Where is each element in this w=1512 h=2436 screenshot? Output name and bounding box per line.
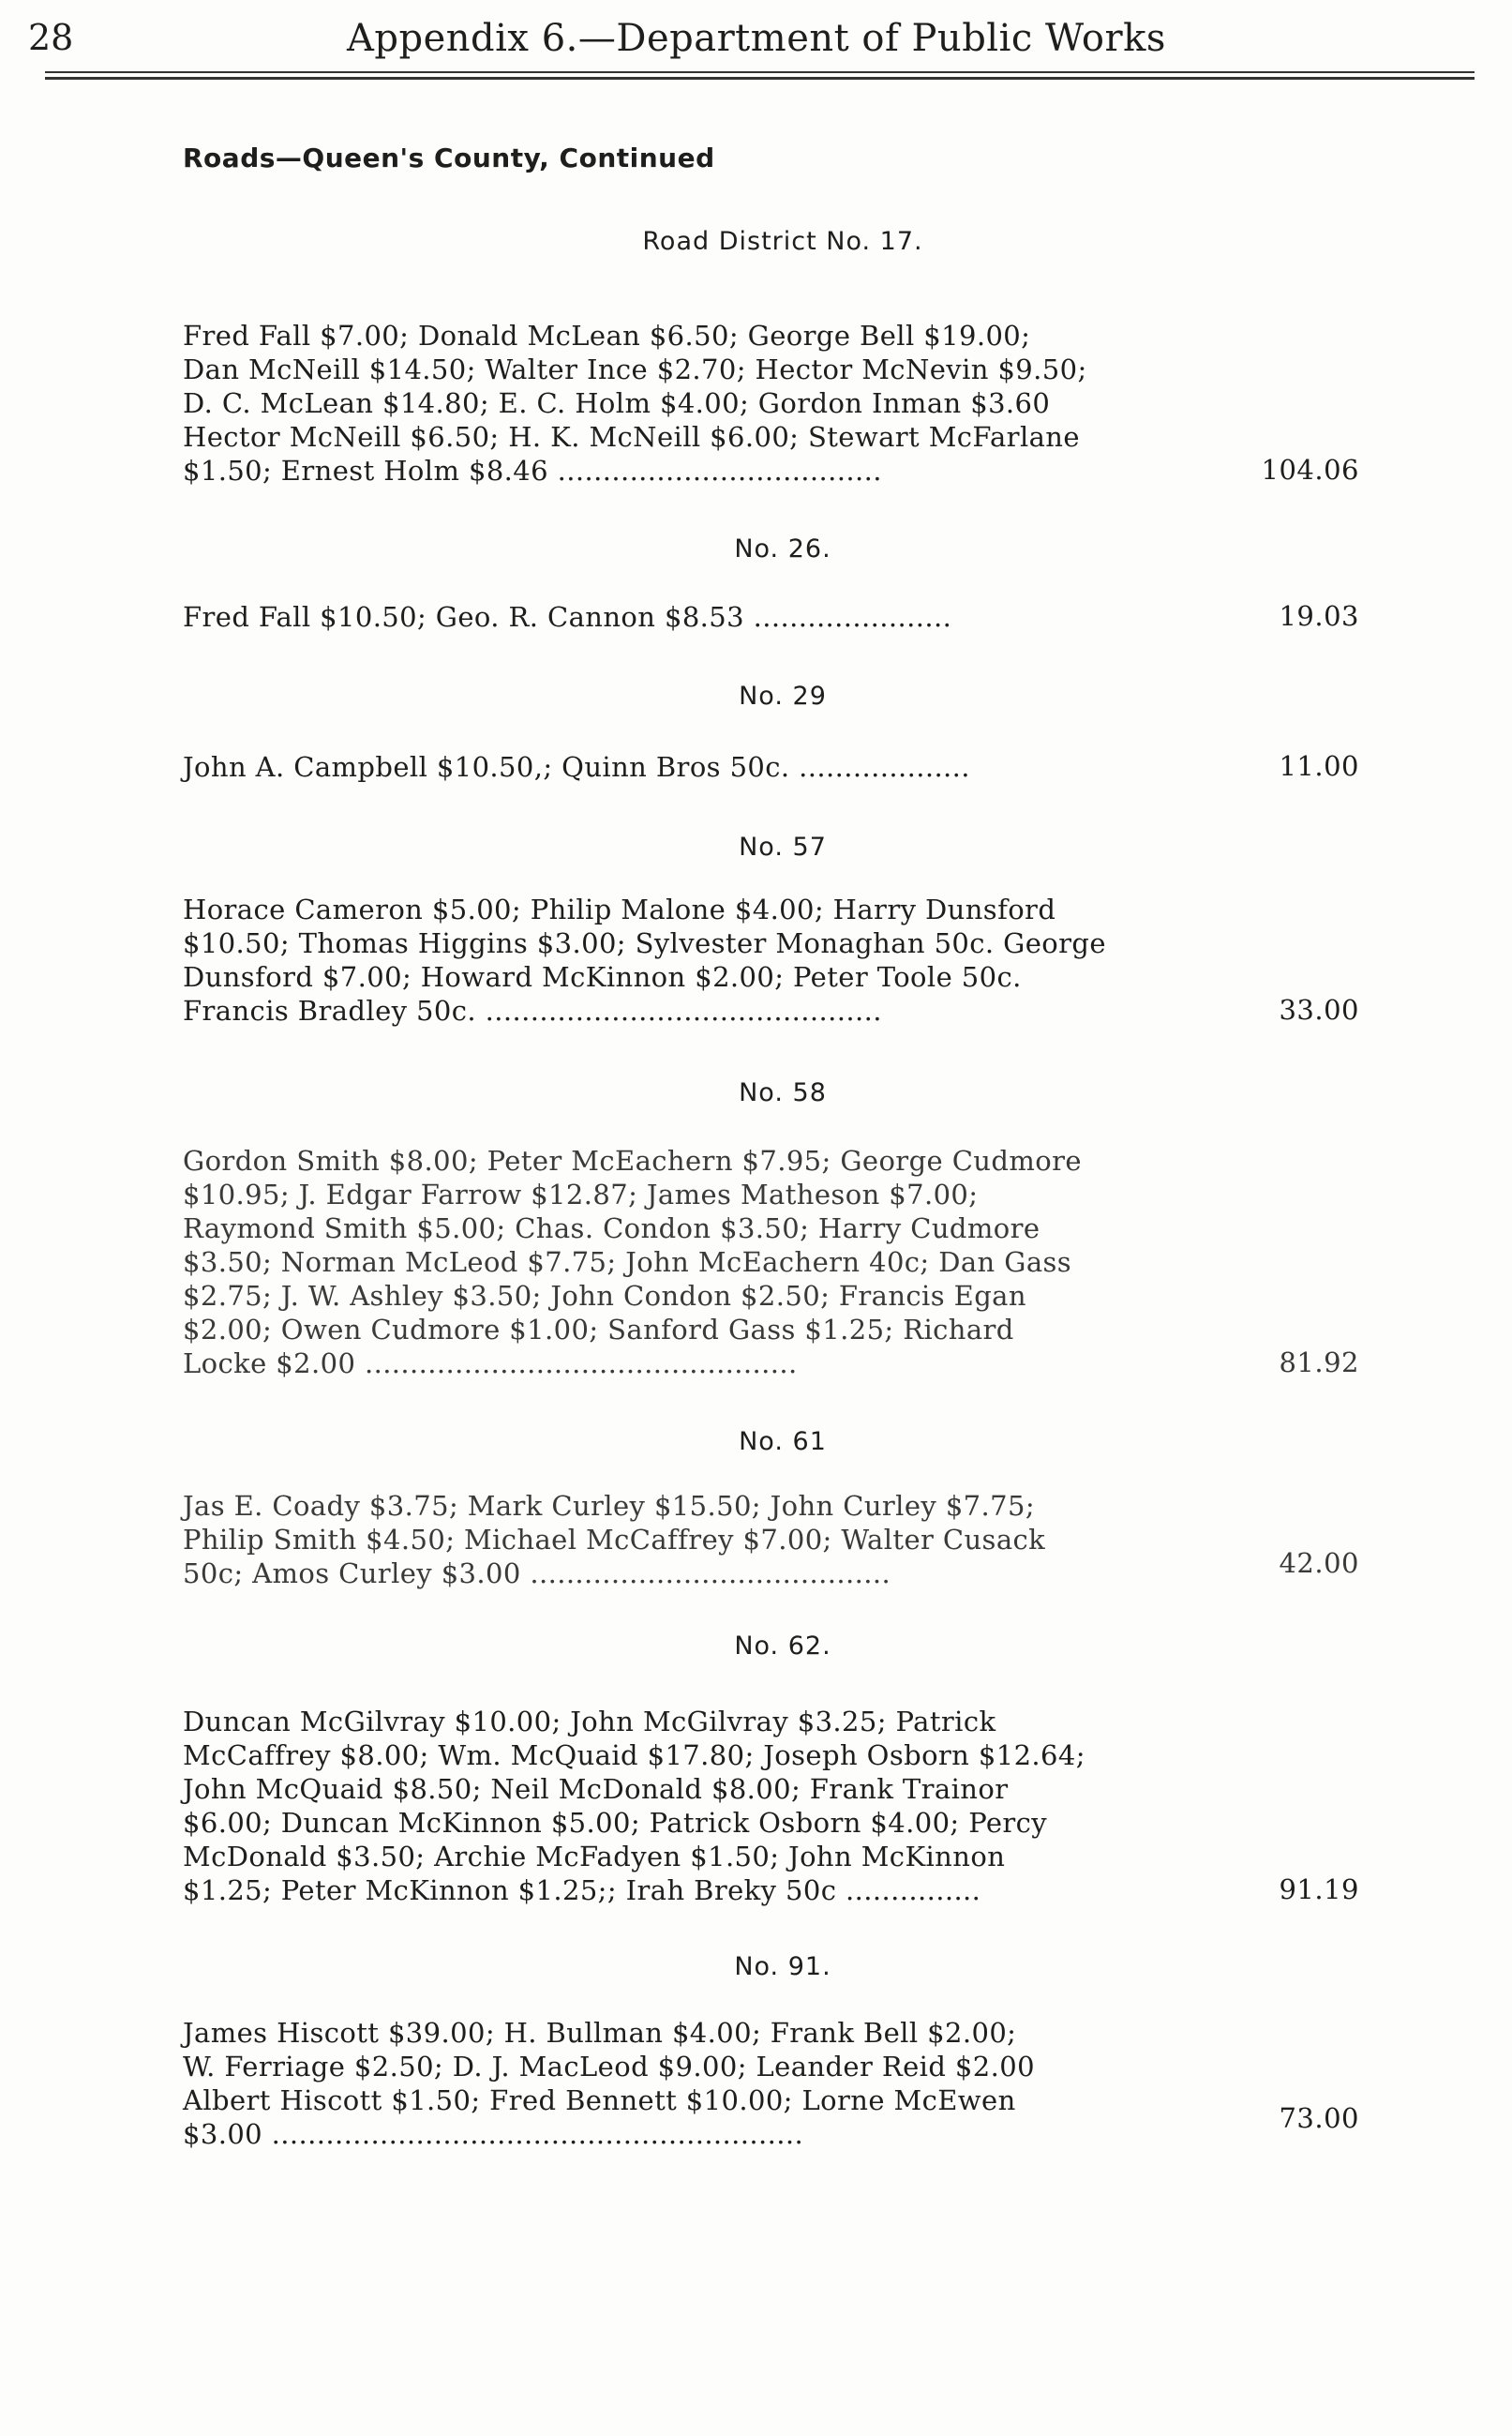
running-head: Appendix 6.—Department of Public Works — [347, 17, 1166, 60]
entry-line: McCaffrey $8.00; Wm. McQuaid $17.80; Joseph Osborn $12.64; — [183, 1739, 1085, 1771]
district-entry — [183, 319, 1195, 488]
district-entry — [183, 1705, 1195, 1907]
entry-line: Fred Fall $10.50; Geo. R. Cannon $8.53 ...................... — [183, 601, 952, 633]
district-entry — [183, 2016, 1195, 2151]
district-entry — [183, 750, 1195, 784]
entry-line: $10.95; J. Edgar Farrow $12.87; James Matheson $7.00; — [183, 1179, 979, 1210]
entry-line: D. C. McLean $14.80; E. C. Holm $4.00; Gordon Inman $3.60 — [183, 387, 1051, 419]
header-rule-double — [45, 77, 1475, 80]
district-heading: No. 58 — [739, 1078, 827, 1107]
district-heading: Road District No. 17. — [642, 227, 923, 256]
page-number: 28 — [28, 17, 74, 58]
district-heading: No. 61 — [739, 1427, 827, 1456]
district-total: 19.03 — [1279, 600, 1359, 632]
entry-line: Jas E. Coady $3.75; Mark Curley $15.50; John Curley $7.75; — [183, 1490, 1036, 1522]
entry-line: Horace Cameron $5.00; Philip Malone $4.00; Harry Dunsford — [183, 894, 1056, 925]
entry-line: James Hiscott $39.00; H. Bullman $4.00; Frank Bell $2.00; — [183, 2017, 1017, 2049]
district-entry — [183, 893, 1195, 1028]
district-entry — [183, 1489, 1195, 1590]
entry-line: Francis Bradley 50c. ............................................ — [183, 995, 882, 1027]
entry-line: $6.00; Duncan McKinnon $5.00; Patrick Osborn $4.00; Percy — [183, 1807, 1048, 1839]
district-total: 11.00 — [1279, 750, 1359, 782]
district-entry — [183, 1144, 1195, 1380]
entry-line: John A. Campbell $10.50,; Quinn Bros 50c. ................... — [183, 751, 970, 783]
entry-line: $1.50; Ernest Holm $8.46 .................................... — [183, 455, 882, 487]
district-total: 91.19 — [1279, 1873, 1359, 1905]
entry-line: 50c; Amos Curley $3.00 ........................................ — [183, 1557, 891, 1589]
section-heading: Roads—Queen's County, Continued — [183, 143, 715, 173]
entry-line: Albert Hiscott $1.50; Fred Bennett $10.00; Lorne McEwen — [183, 2084, 1016, 2116]
entry-line: Philip Smith $4.50; Michael McCaffrey $7.00; Walter Cusack — [183, 1524, 1046, 1556]
entry-line: John McQuaid $8.50; Neil McDonald $8.00; Frank Trainor — [183, 1773, 1009, 1805]
district-heading: No. 91. — [734, 1952, 831, 1981]
entry-line: $3.00 ........................................................... — [183, 2118, 804, 2150]
district-heading: No. 29 — [739, 682, 827, 711]
entry-line: $3.50; Norman McLeod $7.75; John McEachern 40c; Dan Gass — [183, 1246, 1072, 1278]
entry-line: W. Ferriage $2.50; D. J. MacLeod $9.00; Leander Reid $2.00 — [183, 2051, 1035, 2083]
entry-line: McDonald $3.50; Archie McFadyen $1.50; John McKinnon — [183, 1841, 1006, 1872]
header-rule — [45, 71, 1475, 73]
entry-line: Raymond Smith $5.00; Chas. Condon $3.50; Harry Cudmore — [183, 1212, 1040, 1244]
district-total: 42.00 — [1279, 1547, 1359, 1579]
entry-line: Fred Fall $7.00; Donald McLean $6.50; George Bell $19.00; — [183, 320, 1031, 352]
district-total: 33.00 — [1279, 994, 1359, 1026]
page-header — [28, 17, 1484, 60]
district-total: 104.06 — [1261, 454, 1359, 486]
entry-line: $2.75; J. W. Ashley $3.50; John Condon $2.50; Francis Egan — [183, 1280, 1026, 1312]
entry-line: $1.25; Peter McKinnon $1.25;; Irah Breky 50c ............... — [183, 1874, 981, 1906]
entry-line: $2.00; Owen Cudmore $1.00; Sanford Gass $1.25; Richard — [183, 1314, 1014, 1346]
entry-line: Dunsford $7.00; Howard McKinnon $2.00; Peter Toole 50c. — [183, 961, 1022, 993]
district-heading: No. 57 — [739, 833, 827, 862]
district-heading: No. 26. — [734, 534, 831, 564]
district-entry — [183, 600, 1195, 634]
entry-line: Dan McNeill $14.50; Walter Ince $2.70; Hector McNevin $9.50; — [183, 353, 1087, 385]
entry-line: Duncan McGilvray $10.00; John McGilvray $3.25; Patrick — [183, 1706, 996, 1737]
district-total: 81.92 — [1279, 1346, 1359, 1378]
entry-line: Gordon Smith $8.00; Peter McEachern $7.95; George Cudmore — [183, 1145, 1082, 1177]
entry-line: $10.50; Thomas Higgins $3.00; Sylvester Monaghan 50c. George — [183, 927, 1106, 959]
district-heading: No. 62. — [734, 1632, 831, 1661]
district-total: 73.00 — [1279, 2102, 1359, 2134]
entry-line: Locke $2.00 ................................................ — [183, 1347, 798, 1379]
entry-line: Hector McNeill $6.50; H. K. McNeill $6.00; Stewart McFarlane — [183, 421, 1080, 453]
